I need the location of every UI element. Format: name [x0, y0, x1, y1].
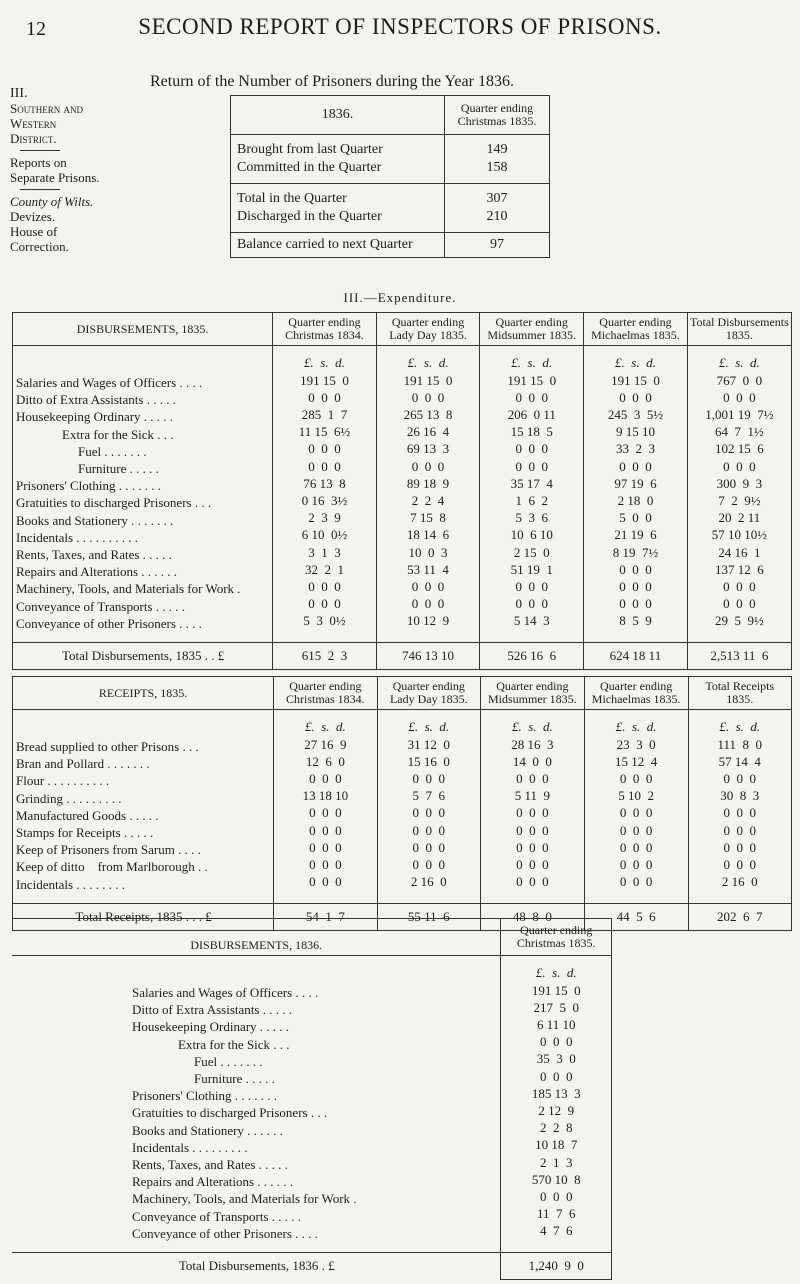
disb1835-col-header: Total Disbursements 1835. [687, 313, 791, 346]
money-units-header: £. s. d. [511, 355, 553, 371]
disb1836-label: Books and Stationery . . . . . . [132, 1122, 283, 1138]
disb1835-value: 33 2 3 [615, 441, 655, 457]
disb1835-label: Conveyance of other Prisoners . . . . [16, 615, 202, 631]
money-units-header: £. s. d. [304, 355, 345, 371]
rec1835-value: 0 0 0 [412, 805, 446, 821]
disb1836-value: 0 0 0 [539, 1189, 573, 1205]
rec1835-value: 27 16 9 [304, 736, 347, 752]
rec1835-label: Incidentals . . . . . . . . [16, 876, 126, 892]
disb1836-value: 35 3 0 [536, 1051, 576, 1067]
rec1835-value: 0 0 0 [516, 822, 549, 838]
disb1835-value: 0 0 0 [308, 579, 341, 595]
rec1835-value: 13 18 10 [302, 788, 349, 804]
rec1835-value: 0 0 0 [619, 771, 653, 786]
disb1835-value: 5 0 0 [619, 510, 652, 526]
disb1835-label: Machinery, Tools, and Materials for Work . [16, 581, 241, 597]
disb1835-value: 7 2 9½ [718, 493, 761, 509]
district: Southern and Western District. [10, 101, 83, 146]
rec1835-value: 0 0 0 [412, 857, 446, 873]
rec1835-col-header: Quarter ending Lady Day 1835. [377, 677, 480, 710]
disb1835-total-label: Total Disbursements, 1835 . . £ [13, 643, 273, 670]
disb1835-label: Furniture . . . . . [78, 461, 159, 477]
disb1835-value: 51 19 1 [510, 561, 553, 577]
rec1835-value: 5 7 6 [412, 788, 446, 804]
disb1835-value: 0 0 0 [619, 458, 652, 474]
disb1835-value: 102 15 6 [715, 441, 764, 457]
disb1835-value: 0 0 0 [308, 389, 341, 405]
rec1835-value: 28 16 3 [511, 736, 554, 752]
disb1835-value: 35 17 4 [510, 475, 553, 491]
return-row-label: Committed in the Quarter [237, 160, 382, 175]
rec1835-value: 0 0 0 [412, 771, 446, 786]
disb1836-value: 2 1 3 [539, 1154, 573, 1170]
disb1835-total: 526 16 6 [480, 643, 584, 670]
rec1835-label: Grinding . . . . . . . . . [16, 790, 122, 806]
disb1836-label: Rents, Taxes, and Rates . . . . . [132, 1157, 288, 1173]
rec1835-col-header: Quarter ending Michaelmas 1835. [584, 677, 688, 710]
disb1835-value: 89 18 9 [406, 475, 450, 491]
disb1836-label: Conveyance of Transports . . . . . [132, 1208, 301, 1224]
money-units-header: £. s. d. [719, 719, 761, 735]
prisoner-return-table [230, 95, 550, 258]
rec1835-value: 0 0 0 [619, 857, 653, 873]
rec1835-value: 0 0 0 [619, 805, 653, 821]
return-row-value: 149 [486, 142, 508, 157]
disb1835-value: 137 12 6 [715, 561, 764, 577]
disb1836-value: 4 7 6 [539, 1223, 573, 1239]
rec1835-value: 5 11 9 [514, 788, 550, 804]
return-row-label: Brought from last Quarter [237, 142, 383, 157]
disb1836-value: 10 18 7 [535, 1137, 578, 1153]
rec1835-value: 0 0 0 [309, 805, 342, 821]
disb1835-value: 191 15 0 [507, 372, 557, 388]
rec1835-value: 57 14 4 [718, 753, 761, 769]
rec1835-value: 2 16 0 [410, 874, 447, 890]
rec1835-total: 55 11 6 [377, 903, 480, 930]
disb1835-value: 97 19 6 [614, 475, 657, 491]
disb1835-value: 6 10 0½ [301, 527, 348, 543]
rec1835-value: 0 0 0 [516, 771, 549, 786]
disb1835-value: 24 16 1 [718, 544, 761, 560]
disb1835-value: 0 0 0 [411, 596, 445, 612]
rec1835-value: 0 0 0 [723, 839, 756, 855]
disb1835-col-header: Quarter ending Christmas 1834. [273, 313, 377, 346]
return-year: 1836. [231, 96, 445, 135]
disb1835-value: 265 13 8 [403, 407, 453, 422]
disb1836-label: Prisoners' Clothing . . . . . . . [132, 1088, 277, 1104]
disbursements-1835-table [12, 312, 792, 670]
rec1835-total-label: Total Receipts, 1835 . . . £ [13, 903, 274, 930]
disb1835-value: 0 0 0 [411, 389, 445, 405]
disb1836-value: 191 15 0 [531, 982, 581, 998]
rec1835-value: 0 0 0 [619, 839, 653, 855]
disb1835-value: 57 10 10½ [711, 527, 768, 543]
disb1835-value: 0 0 0 [619, 561, 652, 577]
disb1835-value: 64 7 1½ [715, 424, 764, 440]
disb1836-label: Incidentals . . . . . . . . . [132, 1139, 248, 1155]
disb1835-value: 10 0 3 [408, 544, 448, 560]
disb1835-value: 0 0 0 [411, 458, 445, 474]
return-row-value: 158 [486, 160, 508, 175]
return-row-label: Total in the Quarter [237, 191, 347, 206]
disb1836-value: 2 12 9 [538, 1103, 575, 1119]
rec1835-label: Bran and Pollard . . . . . . . [16, 756, 150, 772]
disb1835-value: 11 15 6½ [298, 424, 351, 440]
rec1835-value: 0 0 0 [619, 822, 653, 838]
disb1836-total: 1,240 9 0 [501, 1253, 612, 1280]
disb1835-value: 0 0 0 [619, 389, 652, 405]
disb1835-value: 76 13 8 [303, 475, 346, 491]
disb1835-value: 767 0 0 [716, 372, 763, 388]
disb1835-value: 5 3 0½ [303, 613, 346, 629]
rec1835-value: 5 10 2 [618, 788, 654, 804]
rec1835-value: 0 0 0 [412, 822, 446, 838]
disb1836-label: Gratuities to discharged Prisoners . . . [132, 1105, 328, 1121]
disb1836-total-label: Total Disbursements, 1836 . £ [12, 1253, 501, 1280]
rec1835-value: 0 0 0 [516, 839, 549, 855]
disb1835-value: 0 0 0 [723, 389, 756, 405]
disb1835-label: Housekeeping Ordinary . . . . . [16, 409, 174, 425]
rec1835-value: 0 0 0 [723, 771, 756, 786]
disb1836-col-header: Quarter ending Christmas 1835. [501, 919, 612, 956]
disb1836-label: Conveyance of other Prisoners . . . . [132, 1225, 318, 1241]
disb1835-col-header: Quarter ending Midsummer 1835. [480, 313, 584, 346]
disb1835-label: Books and Stationery . . . . . . . [16, 512, 174, 528]
rec1835-value: 111 8 0 [717, 736, 763, 752]
disb1835-label: Repairs and Alterations . . . . . . [16, 564, 178, 580]
disb1835-value: 5 3 6 [515, 510, 548, 526]
rec1835-value: 0 0 0 [309, 857, 342, 873]
disb1835-value: 0 0 0 [515, 458, 548, 474]
disb1835-value: 7 15 8 [410, 510, 446, 526]
disb1836-label: Extra for the Sick . . . [178, 1036, 290, 1052]
disb1835-value: 53 11 4 [407, 561, 449, 577]
receipts-1835-table [12, 676, 792, 931]
disb1835-value: 206 0 11 [507, 407, 556, 422]
rec1835-value: 0 0 0 [723, 857, 756, 873]
disb1835-value: 0 0 0 [515, 441, 548, 457]
disb1836-label: Furniture . . . . . [194, 1071, 275, 1087]
money-units-header: £. s. d. [304, 719, 346, 735]
disb1835-value: 191 15 0 [611, 372, 660, 388]
rec1835-label: Keep of ditto from Marlborough . . [16, 859, 208, 875]
disb1835-value: 18 14 6 [406, 527, 450, 543]
disb1835-value: 0 0 0 [619, 579, 652, 595]
rec1835-col-header: Total Receipts 1835. [688, 677, 791, 710]
disb1835-value: 245 3 5½ [607, 407, 664, 422]
disb1835-value: 285 1 7 [301, 407, 348, 422]
rec1835-value: 0 0 0 [723, 822, 756, 838]
rec1835-value: 0 0 0 [309, 822, 342, 838]
rec1835-value: 31 12 0 [407, 736, 450, 752]
disb1835-value: 0 16 3½ [301, 493, 348, 509]
county: County of Wilts. [10, 194, 94, 209]
disbursements-1836-table [12, 918, 612, 1280]
disb1835-value: 10 12 9 [406, 613, 450, 629]
side-note [10, 86, 100, 254]
disb1835-value: 0 0 0 [723, 458, 756, 474]
institution: House of Correction. [10, 224, 69, 254]
rec1835-value: 30 8 3 [720, 788, 760, 804]
rec1835-value: 0 0 0 [516, 805, 549, 821]
disb1835-value: 0 0 0 [308, 458, 341, 474]
disb1835-value: 2 18 0 [617, 493, 654, 509]
rec1835-value: 15 16 0 [407, 753, 450, 769]
rec1835-col-header: Quarter ending Midsummer 1835. [480, 677, 584, 710]
return-row-label: Discharged in the Quarter [237, 209, 382, 224]
rec1835-value: 12 6 0 [305, 753, 345, 769]
disb1835-value: 1 6 2 [515, 493, 548, 509]
money-units-header: £. s. d. [511, 719, 553, 735]
page-number: 12 [26, 18, 46, 40]
disb1836-value: 2 2 8 [539, 1120, 573, 1136]
disb1836-label: Machinery, Tools, and Materials for Work . [132, 1191, 357, 1207]
reports-note: Reports on Separate Prisons. [10, 155, 100, 185]
disb1835-label: Prisoners' Clothing . . . . . . . [16, 478, 161, 494]
rec1835-label: Keep of Prisoners from Sarum . . . . [16, 842, 201, 858]
disb1836-value: 570 10 8 [531, 1171, 581, 1187]
disb1836-value: 11 7 6 [536, 1206, 576, 1222]
disb1835-value: 26 16 4 [406, 424, 450, 440]
disb1835-value: 0 0 0 [515, 579, 548, 595]
disb1836-value: 0 0 0 [539, 1068, 573, 1084]
disb1835-value: 0 0 0 [308, 441, 341, 457]
rec1835-value: 2 16 0 [721, 874, 758, 890]
disb1836-label: Repairs and Alterations . . . . . . [132, 1174, 294, 1190]
expenditure-title: III.—Expenditure. [343, 290, 457, 305]
money-units-header: £. s. d. [408, 719, 450, 735]
disb1835-total: 615 2 3 [273, 643, 377, 670]
money-units-header: £. s. d. [535, 965, 577, 981]
return-row-value: 307 [486, 191, 508, 206]
rec1835-label: Manufactured Goods . . . . . [16, 807, 159, 823]
disb1835-value: 0 0 0 [723, 579, 756, 595]
disb1835-total: 624 18 11 [584, 643, 688, 670]
disb1835-label: Fuel . . . . . . . [78, 443, 147, 459]
money-units-header: £. s. d. [615, 719, 657, 735]
rec1835-label: Stamps for Receipts . . . . . [16, 825, 154, 841]
disb1836-value: 217 5 0 [533, 999, 579, 1015]
disb1836-value: 6 11 10 [536, 1017, 576, 1032]
place: Devizes. [10, 209, 56, 224]
disb1836-label: Housekeeping Ordinary . . . . . [132, 1019, 290, 1035]
rec1835-value: 0 0 0 [309, 839, 342, 855]
disb1835-label: Incidentals . . . . . . . . . . [16, 529, 139, 545]
rec1835-total: 202 6 7 [688, 903, 791, 930]
disb1835-col-header: Quarter ending Michaelmas 1835. [584, 313, 688, 346]
disb1836-heading: DISBURSEMENTS, 1836. [12, 919, 501, 956]
money-units-header: £. s. d. [407, 355, 449, 371]
disb1835-label: Gratuities to discharged Prisoners . . . [16, 495, 212, 511]
money-units-header: £. s. d. [615, 355, 656, 371]
disb1835-value: 10 6 10 [510, 527, 553, 543]
disb1835-total: 2,513 11 6 [687, 643, 791, 670]
disb1835-heading: DISBURSEMENTS, 1835. [13, 313, 273, 346]
rec1835-value: 0 0 0 [309, 771, 342, 786]
disb1835-label: Salaries and Wages of Officers . . . . [16, 375, 203, 390]
disb1835-value: 300 9 3 [716, 475, 763, 491]
disb1835-value: 2 2 4 [411, 493, 445, 509]
rec1835-value: 0 0 0 [723, 805, 756, 821]
return-row-value: 210 [486, 209, 508, 224]
section-number: III. [10, 86, 28, 101]
page-header: SECOND REPORT OF INSPECTORS OF PRISONS. [138, 14, 662, 39]
rec1835-value: 0 0 0 [516, 857, 549, 873]
disb1835-value: 0 0 0 [723, 596, 756, 612]
rec1835-value: 23 3 0 [616, 736, 656, 752]
disb1836-label: Salaries and Wages of Officers . . . . [132, 985, 319, 1000]
money-units-header: £. s. d. [719, 355, 760, 371]
disb1835-label: Extra for the Sick . . . [62, 426, 174, 442]
disb1836-label: Ditto of Extra Assistants . . . . . [132, 1002, 292, 1018]
rec1835-col-header: Quarter ending Christmas 1834. [274, 677, 377, 710]
disb1835-value: 9 15 10 [615, 424, 655, 440]
disb1835-value: 0 0 0 [515, 596, 548, 612]
disb1835-col-header: Quarter ending Lady Day 1835. [376, 313, 480, 346]
rec1835-total: 54 1 7 [274, 903, 377, 930]
rec1835-label: Bread supplied to other Prisons . . . [16, 739, 199, 754]
disb1835-value: 191 15 0 [300, 372, 349, 388]
return-row-label: Balance carried to next Quarter [231, 233, 445, 258]
disb1835-value: 0 0 0 [308, 596, 341, 612]
rec1835-total: 44 5 6 [584, 903, 688, 930]
disb1835-label: Ditto of Extra Assistants . . . . . [16, 392, 176, 408]
disb1835-value: 1,001 19 7½ [705, 407, 774, 422]
disb1835-label: Conveyance of Transports . . . . . [16, 598, 185, 614]
disb1835-value: 20 2 11 [718, 510, 761, 526]
rec1835-label: Flour . . . . . . . . . . [16, 773, 110, 789]
disb1835-total: 746 13 10 [376, 643, 480, 670]
disb1835-value: 0 0 0 [515, 389, 548, 405]
return-row-value: 97 [445, 233, 550, 258]
disb1835-value: 32 2 1 [304, 561, 344, 577]
disb1835-value: 29 5 9½ [715, 613, 764, 629]
rec1835-value: 0 0 0 [516, 874, 549, 890]
return-title: Return of the Number of Prisoners during the Year 1836. [150, 73, 514, 90]
return-quarter-header: Quarter ending Christmas 1835. [445, 96, 550, 135]
rec1835-heading: RECEIPTS, 1835. [13, 677, 274, 710]
disb1835-value: 0 0 0 [619, 596, 652, 612]
disb1835-value: 8 19 7½ [612, 544, 659, 560]
disb1835-value: 191 15 0 [403, 372, 453, 388]
disb1835-value: 5 14 3 [513, 613, 550, 629]
disb1836-value: 185 13 3 [531, 1085, 581, 1101]
disb1836-label: Fuel . . . . . . . [194, 1053, 263, 1069]
disb1835-value: 21 19 6 [614, 527, 657, 543]
disb1835-label: Rents, Taxes, and Rates . . . . . [16, 547, 172, 563]
disb1835-value: 0 0 0 [411, 579, 445, 595]
disb1835-value: 8 5 9 [619, 613, 652, 629]
disb1835-value: 2 15 0 [513, 544, 550, 560]
disb1835-value: 15 18 5 [510, 424, 553, 440]
rec1835-value: 0 0 0 [309, 874, 342, 890]
rec1835-value: 15 12 4 [615, 753, 658, 769]
rec1835-total: 48 8 0 [480, 903, 584, 930]
disb1836-value: 0 0 0 [539, 1034, 573, 1050]
disb1835-value: 69 13 3 [406, 441, 450, 457]
rec1835-value: 14 0 0 [512, 753, 552, 769]
rec1835-value: 0 0 0 [619, 874, 653, 890]
disb1835-value: 3 1 3 [308, 544, 341, 560]
disb1835-value: 2 3 9 [308, 510, 341, 526]
rec1835-value: 0 0 0 [412, 839, 446, 855]
